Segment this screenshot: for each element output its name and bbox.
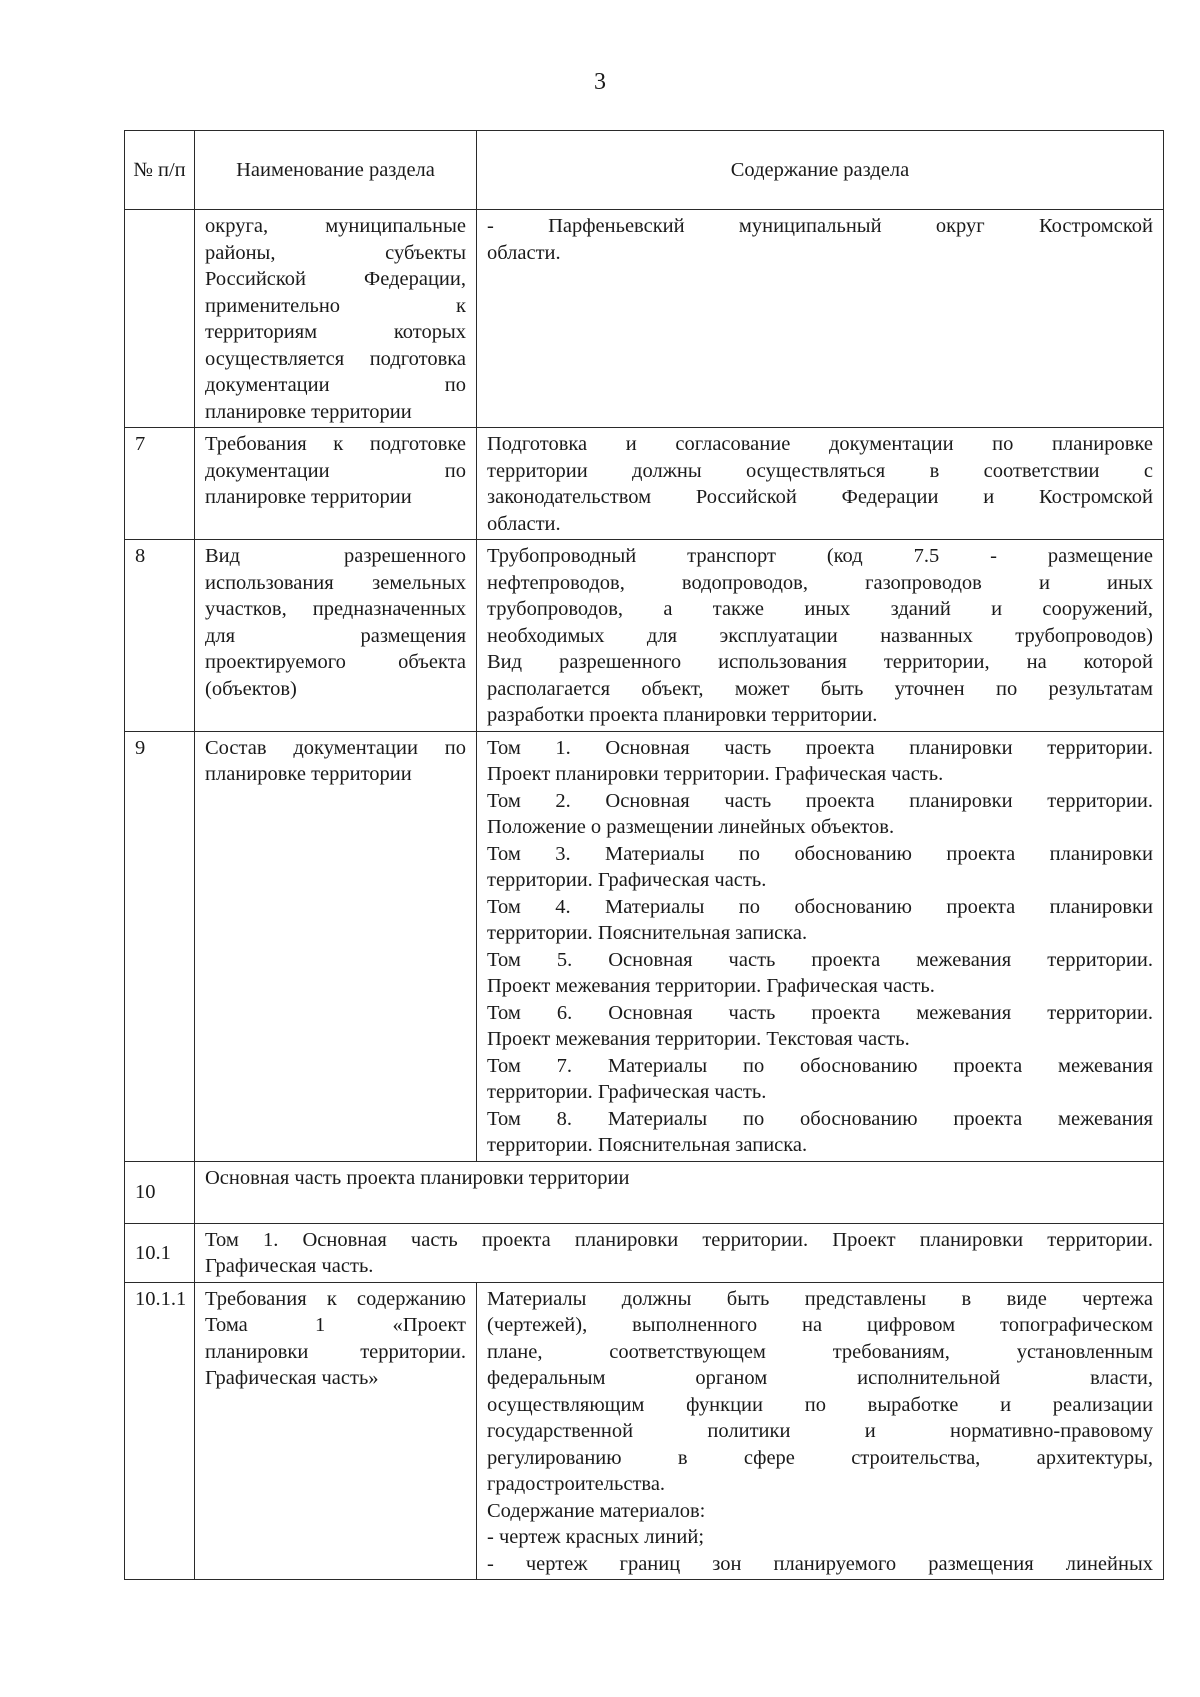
text-line: Том 7. Материалы по обоснованию проекта межевания xyxy=(487,1054,1153,1077)
text-line: Вид разрешенного xyxy=(205,545,466,567)
text-line: необходимых для эксплуатации названных трубопроводов) xyxy=(487,624,1153,647)
text-line: округа, муниципальные xyxy=(205,215,466,237)
section-title: Основная часть проекта планировки территории xyxy=(195,1161,1164,1223)
section-content xyxy=(477,428,1164,540)
text-line: - Парфеньевский муниципальный округ Костромской xyxy=(487,215,1153,237)
row-number: 7 xyxy=(125,428,195,540)
text-line: Том 5. Основная часть проекта межевания территории. xyxy=(487,948,1153,971)
text-line: Состав документации по xyxy=(205,736,466,759)
row-number: 9 xyxy=(125,731,195,1161)
text-line: Проект межевания территории. Текстовая часть. xyxy=(487,1028,910,1050)
text-line: планировке территории xyxy=(205,486,412,508)
section-content xyxy=(477,540,1164,732)
table-row xyxy=(125,210,1164,428)
section-content xyxy=(477,1282,1164,1580)
row-number: 10.1.1 xyxy=(125,1282,195,1580)
text-line: осуществляющим функции по выработке и реализации xyxy=(487,1393,1153,1416)
table-row xyxy=(125,1161,1164,1223)
text-line: территории. Пояснительная записка. xyxy=(487,1134,808,1156)
text-line: планировки территории. xyxy=(205,1340,466,1363)
section-name xyxy=(195,540,477,732)
page-number: 3 xyxy=(594,69,606,95)
text-line: Проект планировки территории. Графическая часть. xyxy=(487,763,944,785)
table-row xyxy=(125,1223,1164,1282)
row-number: 8 xyxy=(125,540,195,732)
text-line: федеральным органом исполнительной власти, xyxy=(487,1367,1153,1389)
text-line: плане, соответствующем требованиям, установленным xyxy=(487,1340,1153,1363)
text-line: (чертежей), выполненного на цифровом топографическом xyxy=(487,1314,1153,1336)
text-line: Том 2. Основная часть проекта планировки территории. xyxy=(487,789,1153,812)
text-line: Том 1. Основная часть проекта планировки территории. Проект планировки территории. xyxy=(205,1228,1153,1251)
text-line: трубопроводов, а также иных зданий и сооружений, xyxy=(487,598,1153,620)
text-line: для размещения xyxy=(205,624,466,647)
table-body xyxy=(125,210,1164,1580)
text-line: территориям которых xyxy=(205,321,466,343)
table-row xyxy=(125,731,1164,1161)
text-line: проектируемого объекта xyxy=(205,651,466,673)
section-name xyxy=(195,1282,477,1580)
row-number xyxy=(125,210,195,428)
text-line: разработки проекта планировки территории. xyxy=(487,704,878,726)
text-line: Том 4. Материалы по обоснованию проекта планировки xyxy=(487,895,1153,918)
section-name xyxy=(195,210,477,428)
text-line: Требования к содержанию xyxy=(205,1287,466,1310)
row-number: 10.1 xyxy=(125,1223,195,1282)
table-row xyxy=(125,1282,1164,1580)
text-line: Материалы должны быть представлены в виде чертежа xyxy=(487,1287,1153,1310)
table-row xyxy=(125,428,1164,540)
text-line: территории должны осуществляться в соответствии с xyxy=(487,459,1153,482)
text-line: (объектов) xyxy=(205,677,297,700)
table-row xyxy=(125,540,1164,732)
text-line: Том 3. Материалы по обоснованию проекта планировки xyxy=(487,842,1153,865)
text-line: планировке территории xyxy=(205,763,412,785)
text-line: Вид разрешенного использования территории, на которой xyxy=(487,651,1153,673)
header-num: № п/п xyxy=(125,131,195,210)
text-line: Подготовка и согласование документации по планировке xyxy=(487,433,1153,455)
text-line: планировке территории xyxy=(205,400,412,423)
text-line: территории. Графическая часть. xyxy=(487,869,767,891)
text-line: использования земельных xyxy=(205,571,466,594)
text-line: Графическая часть. xyxy=(205,1255,374,1277)
text-line: нефтепроводов, водопроводов, газопроводов и иных xyxy=(487,571,1153,594)
header-content: Содержание раздела xyxy=(477,131,1164,210)
row-number: 10 xyxy=(125,1161,195,1223)
text-line: документации по xyxy=(205,374,466,396)
text-line: документации по xyxy=(205,459,466,482)
text-line: районы, субъекты xyxy=(205,241,466,264)
text-line: осуществляется подготовка xyxy=(205,347,466,370)
text-line: градостроительства. xyxy=(487,1473,666,1495)
text-line: применительно к xyxy=(205,294,466,317)
text-line: Требования к подготовке xyxy=(205,433,466,455)
text-line: Трубопроводный транспорт (код 7.5 - размещение xyxy=(487,545,1153,567)
text-line: области. xyxy=(487,241,561,264)
text-line: Том 1. Основная часть проекта планировки территории. xyxy=(487,736,1153,759)
text-line: Положение о размещении линейных объектов. xyxy=(487,816,895,838)
text-line: регулированию в сфере строительства, архитектуры, xyxy=(487,1446,1153,1469)
text-line: Графическая часть» xyxy=(205,1367,379,1389)
text-line: располагается объект, может быть уточнен по результатам xyxy=(487,677,1153,700)
text-line: Том 6. Основная часть проекта межевания территории. xyxy=(487,1001,1153,1024)
text-line: законодательством Российской Федерации и Костромской xyxy=(487,486,1153,508)
section-content xyxy=(477,731,1164,1161)
text-line: государственной политики и нормативно-правовому xyxy=(487,1420,1153,1442)
text-line: - чертеж красных линий; xyxy=(487,1526,705,1548)
section-content xyxy=(477,210,1164,428)
text-line: Проект межевания территории. Графическая часть. xyxy=(487,975,935,997)
text-line: Тома 1 «Проект xyxy=(205,1314,466,1336)
text-line: Том 8. Материалы по обоснованию проекта межевания xyxy=(487,1107,1153,1130)
section-name xyxy=(195,731,477,1161)
text-line: участков, предназначенных xyxy=(205,598,466,620)
table-header-row xyxy=(125,131,1164,210)
section-name xyxy=(195,428,477,540)
subsection-title xyxy=(195,1223,1164,1282)
text-line: территории. Графическая часть. xyxy=(487,1081,767,1103)
text-line: Российской Федерации, xyxy=(205,268,466,290)
text-line: - чертеж границ зон планируемого размещения линейных xyxy=(487,1552,1153,1575)
text-line: Содержание материалов: xyxy=(487,1499,706,1522)
text-line: территории. Пояснительная записка. xyxy=(487,922,808,944)
document-table xyxy=(124,130,1164,1580)
header-name: Наименование раздела xyxy=(195,131,477,210)
text-line: области. xyxy=(487,512,561,535)
